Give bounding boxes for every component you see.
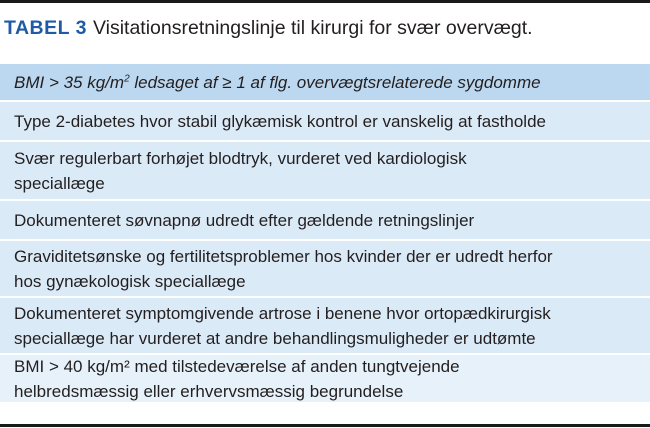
row-line: speciallæge (14, 173, 105, 193)
header-row-text (14, 70, 541, 95)
row-line: helbredsmæssig eller erhvervsmæssig begrundelse (14, 381, 404, 401)
row-6-text (14, 354, 460, 404)
row-line: Graviditetsønske og fertilitetsproblemer hos kvinder der er udredt herfor (14, 246, 553, 266)
table-caption (4, 16, 644, 40)
row-line: Svær regulerbart forhøjet blodtryk, vurderet ved kardiologisk (14, 148, 467, 168)
row-line: Type 2-diabetes hvor stabil glykæmisk kontrol er vanskelig at fastholde (14, 111, 546, 131)
row-line: BMI > 40 kg/m² med tilstedeværelse af anden tungtvejende (14, 356, 460, 376)
table-row (0, 241, 650, 296)
table-row (0, 355, 650, 402)
table-row (0, 298, 650, 353)
row-4-text (14, 244, 553, 294)
row-line: hos gynækologisk speciallæge (14, 271, 246, 291)
row-3-text (14, 208, 474, 233)
row-line: speciallæge har vurderet at andre behandlingsmuligheder er udtømte (14, 328, 536, 348)
table-row (0, 102, 650, 140)
row-line: Dokumenteret søvnapnø udredt efter gældende retningslinjer (14, 210, 475, 230)
table-row (0, 201, 650, 239)
header-row-prefix: BMI > 35 kg/m (14, 72, 125, 92)
row-1-text (14, 109, 546, 134)
table-title: Visitationsretningslinje til kirurgi for svær overvægt. (92, 17, 533, 39)
top-rule (0, 0, 650, 3)
header-row-superscript: 2 (124, 72, 130, 84)
header-row-suffix: ledsaget af ≥ 1 af flg. overvægtsrelaterede sygdomme (129, 72, 541, 92)
bottom-rule (0, 424, 650, 427)
row-5-text (14, 301, 551, 351)
table-body (0, 64, 650, 402)
row-2-text (14, 146, 467, 196)
table-header-row (0, 64, 650, 100)
table-label: TABEL 3 (4, 17, 87, 39)
table-row (0, 142, 650, 199)
row-line: Dokumenteret symptomgivende artrose i benene hvor ortopædkirurgisk (14, 303, 551, 323)
